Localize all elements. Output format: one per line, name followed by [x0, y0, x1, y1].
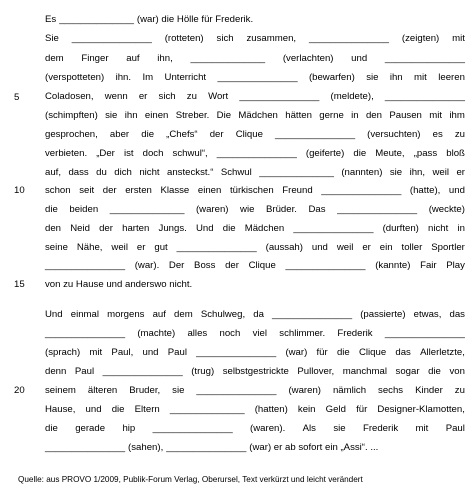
word: weil: [111, 242, 128, 253]
word: Klasse: [160, 185, 190, 196]
word: gerne: [319, 110, 344, 121]
word: Das: [308, 204, 326, 215]
word: dass: [68, 167, 89, 178]
text-line: [45, 242, 465, 254]
word: einen: [144, 110, 169, 121]
word: (waren): [195, 204, 229, 215]
word: auf: [126, 53, 140, 64]
word: mit: [429, 110, 443, 121]
text-line: [45, 404, 465, 416]
word: Nähe,: [76, 242, 103, 253]
word: er: [136, 242, 146, 253]
word: einmal: [70, 309, 99, 320]
word: Und: [45, 309, 63, 320]
blank-field[interactable]: _______________: [239, 91, 320, 102]
word: Paul: [445, 423, 465, 434]
word: Es: [45, 14, 57, 25]
word: Finger: [81, 53, 109, 64]
word: ihn: [389, 72, 403, 83]
blank-field[interactable]: _______________: [216, 148, 297, 159]
word: dich: [114, 167, 132, 178]
word: ihn,: [157, 53, 173, 64]
word: seit: [79, 185, 95, 196]
word: Mädchen: [244, 223, 285, 234]
word: alles: [187, 328, 208, 339]
word: die: [353, 148, 367, 159]
word: sie: [105, 110, 118, 121]
word: Paul: [74, 366, 95, 377]
word: Schulweg,: [200, 309, 246, 320]
word: (aussah): [265, 242, 303, 253]
word: für: [316, 347, 328, 358]
word: zu: [186, 91, 197, 102]
word: Brüder.: [266, 204, 297, 215]
word: bloß: [446, 148, 465, 159]
word: Frederik: [337, 328, 373, 339]
blank-field[interactable]: _______________: [152, 423, 233, 434]
word: dem: [45, 53, 64, 64]
word: sie: [172, 385, 185, 396]
blank-field[interactable]: _______________: [45, 328, 126, 339]
word: ihn.: [115, 72, 132, 83]
word: zu: [454, 385, 465, 396]
blank-field[interactable]: ______________: [169, 404, 245, 415]
word: von zu Hause und anderswo nicht.: [45, 279, 193, 290]
word: nämlich: [332, 385, 367, 396]
word: gut: [154, 242, 168, 253]
blank-field[interactable]: _______________: [196, 347, 277, 358]
word: er: [456, 167, 465, 178]
word: Boss: [194, 260, 216, 271]
word: Sportler: [431, 242, 465, 253]
word: (zeigten): [401, 33, 440, 44]
word: ihn,: [409, 167, 426, 178]
word: ist: [123, 148, 134, 159]
word: ihm: [449, 110, 465, 121]
word: Im: [142, 72, 154, 83]
word: (sprach): [45, 347, 81, 358]
word: es: [432, 129, 443, 140]
blank-field[interactable]: _______________: [321, 185, 402, 196]
word: beiden: [69, 204, 99, 215]
word: (nannten): [341, 167, 383, 178]
word: harten: [122, 223, 150, 234]
word: der: [102, 185, 117, 196]
word: einen: [197, 185, 222, 196]
word: in: [457, 223, 465, 234]
word: weil: [432, 167, 450, 178]
line-number-15: 15: [14, 279, 25, 290]
blank-field[interactable]: _______________: [384, 53, 465, 64]
word: (meldete),: [330, 91, 374, 102]
word: sogar: [395, 366, 420, 377]
word: er: [362, 242, 371, 253]
word: dem: [174, 309, 193, 320]
word: da: [253, 309, 264, 320]
word: Unterricht: [164, 72, 207, 83]
word: türkischen: [229, 185, 274, 196]
word: (war) er ab sofort ein „Assi“. ...: [249, 442, 379, 453]
word: (war): [285, 347, 308, 358]
word: Coladosen,: [45, 91, 94, 102]
word: Die: [216, 110, 232, 121]
word: die: [111, 404, 125, 415]
word: Der: [168, 260, 185, 271]
word: die: [336, 347, 350, 358]
word: (verlachten): [282, 53, 334, 64]
blank-field[interactable]: _______________: [337, 204, 418, 215]
blank-field[interactable]: ______________: [259, 167, 334, 178]
word: schlimmer.: [279, 328, 326, 339]
word: „Chefs“: [166, 129, 198, 140]
word: die: [222, 223, 236, 234]
blank-field[interactable]: _______________: [217, 72, 298, 83]
word: verbieten.: [45, 148, 88, 159]
word: Eltern: [134, 404, 160, 415]
blank-field[interactable]: _______________: [275, 129, 356, 140]
word: mit: [414, 72, 427, 83]
word: Allerletzte,: [420, 347, 465, 358]
word: seine: [45, 242, 68, 253]
text-line: [45, 328, 465, 340]
word: (trug): [191, 366, 215, 377]
word: und: [142, 347, 159, 358]
word: das: [395, 347, 411, 358]
word: Freund: [282, 185, 313, 196]
word: (weckte): [428, 204, 465, 215]
word: seinem: [45, 385, 76, 396]
blank-field[interactable]: _______________: [71, 33, 152, 44]
word: hätten: [285, 110, 312, 121]
word: Designer-Klamotten,: [377, 404, 465, 415]
text-line: [45, 223, 465, 235]
word: toller: [401, 242, 423, 253]
text-line: [45, 129, 465, 141]
word: Clique: [358, 347, 387, 358]
word: (geiferte): [305, 148, 345, 159]
word: Bruder,: [129, 385, 161, 396]
word: Als: [302, 423, 316, 434]
word: mit: [89, 347, 103, 358]
blank-field[interactable]: _______________: [308, 33, 390, 44]
word: „Der: [96, 148, 115, 159]
word: Meute,: [375, 148, 405, 159]
word: (durften): [382, 223, 419, 234]
line-number-5: 5: [14, 92, 20, 103]
word: in: [351, 110, 359, 121]
word: Wort: [208, 91, 229, 102]
word: den: [365, 110, 382, 121]
word: mit: [452, 33, 465, 44]
text-line: [45, 347, 465, 359]
word: Hause,: [45, 404, 76, 415]
word: wenn: [104, 91, 128, 102]
word: von: [449, 366, 465, 377]
word: (versuchten): [367, 129, 421, 140]
word: der: [225, 260, 239, 271]
word: sie: [389, 167, 403, 178]
word: doch: [142, 148, 164, 159]
word: schon: [45, 185, 71, 196]
blank-field[interactable]: _______________: [45, 442, 126, 453]
text-line: [45, 72, 465, 84]
blank-field[interactable]: ______________: [59, 14, 134, 25]
word: nicht: [428, 223, 449, 234]
word: Und: [195, 223, 214, 234]
word: sechs: [378, 385, 404, 396]
text-line: [45, 185, 465, 197]
word: und: [311, 242, 328, 253]
word: die: [428, 366, 441, 377]
word: kein: [297, 404, 316, 415]
word: Schwul: [220, 167, 252, 178]
word: (waren): [288, 385, 321, 396]
word: (war).: [134, 260, 160, 271]
word: zusammen,: [246, 33, 297, 44]
word: älteren: [87, 385, 118, 396]
word: und: [351, 53, 368, 64]
word: auf: [152, 309, 166, 320]
word: den: [45, 223, 62, 234]
text-line: [45, 279, 465, 291]
word: (hatten): [254, 404, 288, 415]
word: du: [96, 167, 107, 178]
word: (war) die Hölle für Frederik.: [136, 14, 254, 25]
word: Geld: [325, 404, 346, 415]
word: hip: [122, 423, 136, 434]
word: Fair: [420, 260, 437, 271]
source-note: Quelle: aus PROVO 1/2009, Publik-Forum Verlag, Oberursel, Text verkürzt und leicht verändert: [18, 475, 363, 484]
word: und: [448, 185, 465, 196]
line-number-10: 10: [14, 185, 25, 196]
blank-field[interactable]: _______________: [384, 91, 465, 102]
blank-field[interactable]: _______________: [102, 366, 183, 377]
word: (machte): [137, 328, 176, 339]
word: Frederik: [362, 423, 399, 434]
blank-field[interactable]: ______________: [109, 204, 185, 215]
word: Paul,: [111, 347, 134, 358]
word: manchmal: [342, 366, 387, 377]
text-line: [45, 167, 465, 179]
text-line: [45, 53, 465, 65]
word: leeren: [438, 72, 465, 83]
blank-field[interactable]: _______________: [45, 260, 126, 271]
word: selbstgestrickte: [222, 366, 289, 377]
word: und: [85, 404, 102, 415]
text-line: [45, 366, 465, 378]
word: (verspotteten): [45, 72, 105, 83]
word: die: [45, 423, 58, 434]
word: Play: [446, 260, 465, 271]
blank-field[interactable]: _______________: [176, 242, 257, 253]
word: Jungs.: [158, 223, 187, 234]
word: gerade: [75, 423, 106, 434]
text-line: [45, 385, 465, 397]
text-line: [45, 110, 465, 122]
word: sich: [158, 91, 176, 102]
text-line: [45, 309, 465, 321]
word: wie: [240, 204, 255, 215]
line-number-20: 20: [14, 385, 25, 396]
word: sich: [216, 33, 234, 44]
word: gesprochen,: [45, 129, 98, 140]
word: Paul: [167, 347, 187, 358]
text-line: [45, 14, 465, 26]
word: für: [356, 404, 368, 415]
word: noch: [219, 328, 241, 339]
word: der: [99, 223, 113, 234]
word: schwul“,: [172, 148, 208, 159]
word: (hatte),: [409, 185, 441, 196]
word: Mädchen: [238, 110, 278, 121]
word: Pausen: [389, 110, 422, 121]
word: (bewarfen): [308, 72, 355, 83]
text-line: [45, 442, 465, 454]
word: aber: [109, 129, 130, 140]
word: auf,: [45, 167, 62, 178]
word: das: [449, 309, 465, 320]
text-line: [45, 33, 465, 45]
blank-field[interactable]: _______________: [166, 442, 247, 453]
word: die: [141, 129, 155, 140]
word: Clique: [248, 260, 276, 271]
text-line: [45, 423, 465, 435]
blank-field[interactable]: _______________: [285, 260, 366, 271]
word: (sahen),: [128, 442, 164, 453]
word: er: [138, 91, 148, 102]
text-line: [45, 204, 465, 216]
blank-field[interactable]: _______________: [272, 309, 353, 320]
word: der: [209, 129, 224, 140]
word: die: [45, 204, 58, 215]
word: mit: [415, 423, 429, 434]
word: (kannte): [375, 260, 411, 271]
word: morgens: [107, 309, 145, 320]
word: Pullover,: [297, 366, 335, 377]
word: ansteckst.“: [167, 167, 214, 178]
text-line: [45, 260, 465, 272]
word: „pass: [413, 148, 438, 159]
word: Streber.: [175, 110, 210, 121]
word: zu: [454, 129, 465, 140]
word: weil: [336, 242, 354, 253]
word: nicht: [139, 167, 160, 178]
word: viel: [252, 328, 267, 339]
word: sie: [333, 423, 346, 434]
text-line: [45, 148, 465, 160]
word: ein: [379, 242, 393, 253]
word: (rotteten): [164, 33, 204, 44]
word: denn: [45, 366, 67, 377]
word: (passierte): [360, 309, 406, 320]
blank-field[interactable]: _______________: [293, 223, 374, 234]
word: Clique: [235, 129, 263, 140]
blank-field[interactable]: _______________: [384, 328, 465, 339]
word: etwas,: [413, 309, 442, 320]
word: sie: [366, 72, 379, 83]
word: Neid: [70, 223, 90, 234]
word: Sie: [45, 33, 59, 44]
word: ersten: [125, 185, 152, 196]
word: Kinder: [415, 385, 443, 396]
blank-field[interactable]: _______________: [196, 385, 277, 396]
word: ihn: [124, 110, 138, 121]
text-line: [45, 91, 465, 103]
blank-field[interactable]: ______________: [190, 53, 266, 64]
word: (waren).: [250, 423, 286, 434]
word: (schimpften): [45, 110, 98, 121]
